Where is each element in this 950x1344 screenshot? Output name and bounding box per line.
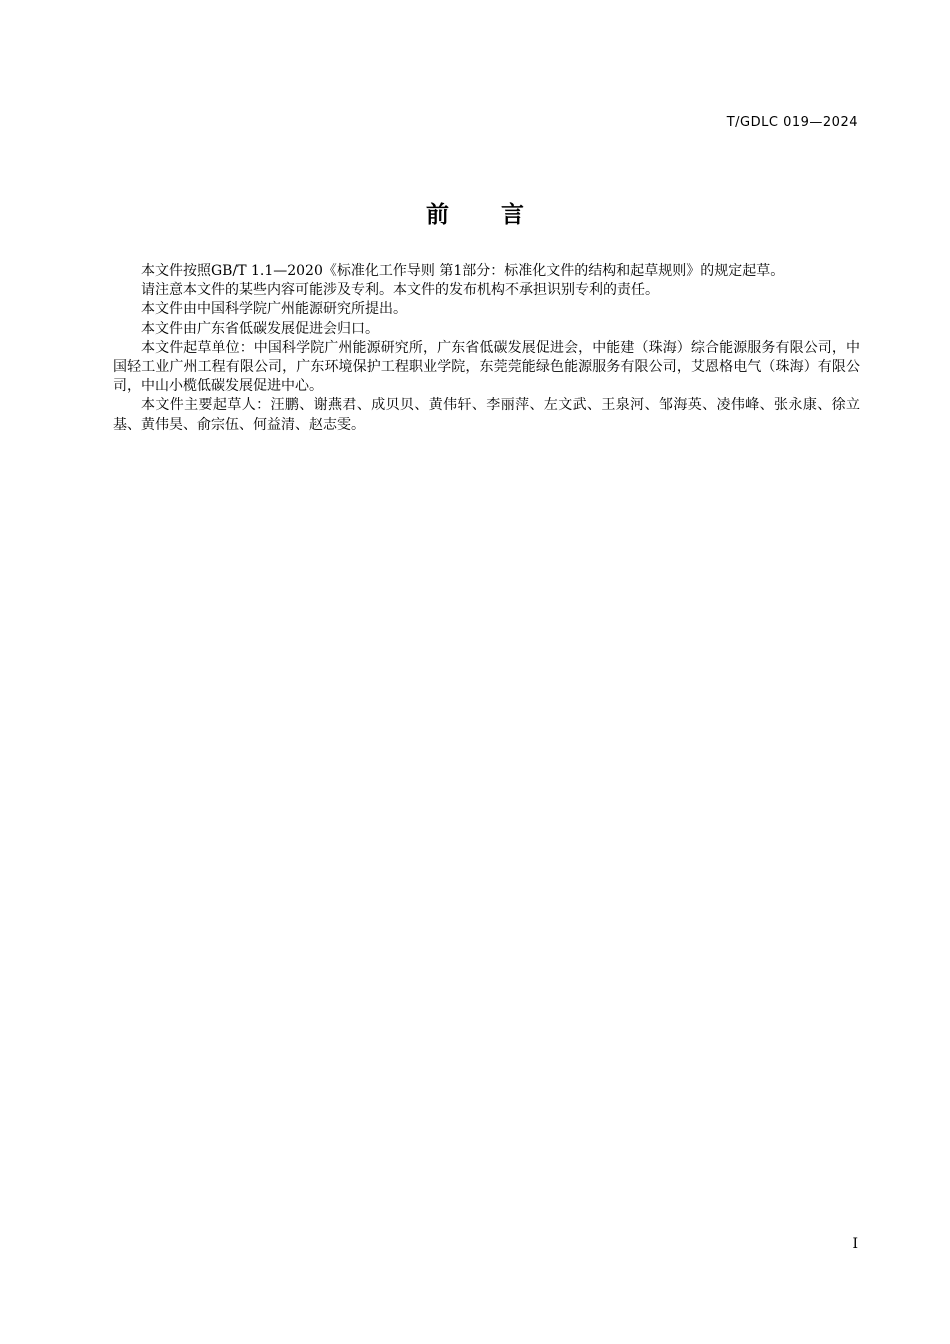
paragraph-patent-notice: 请注意本文件的某些内容可能涉及专利。本文件的发布机构不承担识别专利的责任。 bbox=[141, 282, 659, 299]
foreword-body bbox=[113, 262, 860, 435]
page-number: I bbox=[852, 1236, 858, 1252]
document-code: T/GDLC 019—2024 bbox=[726, 115, 858, 130]
paragraph-centralized-by: 本文件由广东省低碳发展促进会归口。 bbox=[141, 320, 379, 337]
paragraph-proposer: 本文件由中国科学院广州能源研究所提出。 bbox=[141, 301, 407, 318]
page-title: 前 言 bbox=[425, 202, 524, 228]
paragraph-drafting-units: 本文件起草单位：中国科学院广州能源研究所，广东省低碳发展促进会，中能建（珠海）综合能源服务有限公司，中国轻工业广州工程有限公司，广东环境保护工程职业学院，东莞莞能绿色能源服务有限公司，艾恩格电气（珠海）有限公司，中山小榄低碳发展促进中心。 bbox=[113, 339, 860, 395]
paragraph-drafting-rules: 本文件按照GB/T 1.1—2020《标准化工作导则 第1部分：标准化文件的结构和起草规则》的规定起草。 bbox=[141, 263, 785, 279]
paragraph-drafters: 本文件主要起草人：汪鹏、谢燕君、成贝贝、黄伟轩、李丽萍、左文武、王泉河、邹海英、凌伟峰、张永康、徐立基、黄伟昊、俞宗伍、何益清、赵志雯。 bbox=[113, 397, 860, 433]
